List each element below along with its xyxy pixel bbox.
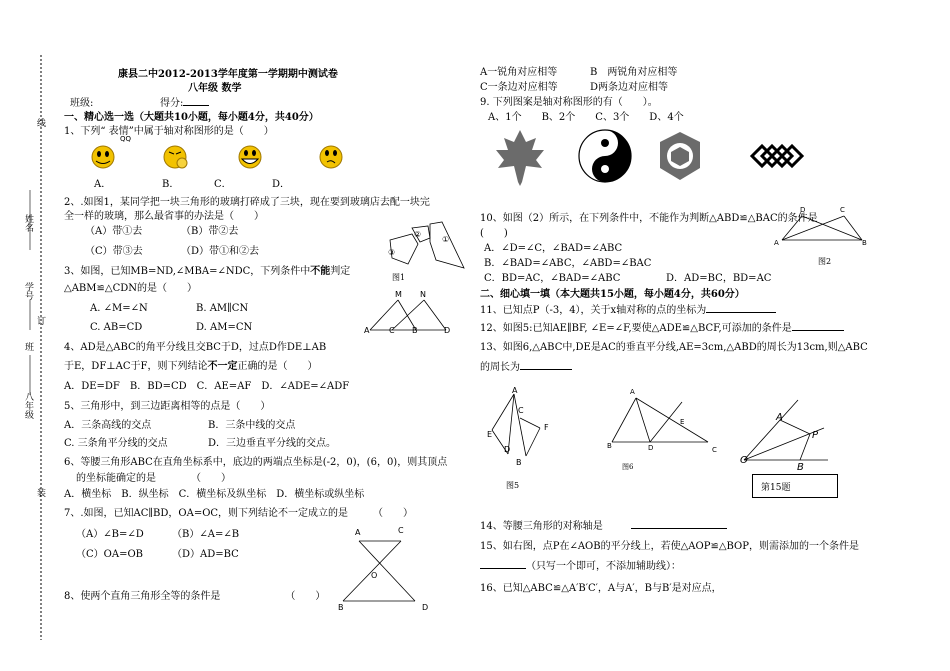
q7-opt-d: （D）AD=BC — [172, 549, 239, 560]
q15-line2: （只写一个即可，不添加辅助线）： — [480, 560, 681, 573]
binding-xuehao: 学号 — [23, 282, 33, 300]
section-1-header: 一、精心选一选（大题共10小题，每小题4分，共40分） — [64, 112, 319, 123]
q11-text: 11、已知点P（-3，4），关于x轴对称的点的坐标为 — [480, 304, 776, 317]
binding-name: 姓名 — [23, 214, 33, 232]
q7-line1: 7、.如图，已知AC∥BD，OA=OC，则下列结论不一定成立的是 （ ） — [64, 508, 414, 519]
fig5-label-a: A — [512, 386, 518, 395]
fig5-label-c: C — [518, 406, 524, 415]
fig1-piece-1: ① — [442, 235, 450, 244]
q2-opt-d: （D）带①和②去 — [181, 246, 260, 257]
q5-opt-d: D．三边垂直平分线的交点。 — [208, 438, 337, 449]
q7-label-d: D — [422, 603, 429, 612]
q5-opt-b: B．三条中线的交点 — [208, 420, 296, 431]
q7-opt-b: （B）∠A=∠B — [172, 529, 240, 540]
q2-opt-a: （A）带①去 — [85, 226, 143, 237]
q8-text: 8、使两个直角三角形全等的条件是 （ ） — [64, 591, 326, 602]
q6-options: A．横坐标 B．纵坐标 C．横坐标及纵坐标 D．横坐标或纵坐标 — [64, 489, 365, 500]
fig2-label-c: C — [840, 206, 845, 214]
q1-opt-b: B． — [162, 179, 180, 190]
q1-opt-d: D． — [272, 179, 291, 190]
q10-opt-a: A．∠D=∠C，∠BAD=∠ABC — [484, 243, 623, 254]
knot-icon — [752, 146, 802, 166]
fig6-label-b: B — [607, 442, 612, 450]
fig1-piece-2: ② — [414, 230, 422, 239]
smiley-icon — [92, 146, 114, 168]
hexagon-icon — [660, 132, 700, 180]
page-subtitle: 八年级 数学 — [188, 83, 242, 94]
q10-line1: 10、如图（2）所示，在下列条件中，不能作为判断△ABD≌△BAC的条件是 — [480, 213, 818, 224]
q13-line1: 13、如图6,△ABC中,DE是AC的垂直平分线,AE=3cm,△ABD的周长为13cm,则△ABC — [480, 342, 868, 353]
binding-ban: 班 — [23, 342, 33, 351]
q8-opt-c: C一条边对应相等 — [480, 82, 558, 93]
q16-text: 16、已知△ABC≌△A′B′C′，A与A′，B与B′是对应点， — [480, 583, 722, 594]
fig2-caption: 图2 — [818, 257, 832, 266]
q7-opt-a: （A）∠B=∠D — [76, 529, 144, 540]
fig5-figure — [484, 390, 544, 460]
fig2-label-d: D — [800, 206, 806, 214]
section-2-header: 二、细心填一填（本大题共15小题，每小题4分，共60分） — [480, 289, 745, 300]
binding-grade: 八年级 — [23, 392, 33, 419]
q3-label-n: N — [420, 290, 426, 299]
fig6-label-a: A — [630, 388, 635, 396]
q3-opt-a: A. ∠M=∠N — [90, 303, 148, 314]
q7-label-a: A — [355, 528, 361, 537]
fig1-piece-3: ③ — [388, 248, 396, 257]
q9-line1: 9. 下列图案是轴对称图形的有（ ）。 — [480, 97, 658, 108]
fig6-label-e: E — [680, 418, 685, 426]
fig2-label-a: A — [774, 239, 779, 247]
q8-opt-d: D两条边对应相等 — [590, 82, 669, 93]
q1-opt-a: A． — [94, 179, 112, 190]
binding-zhuang: 装 — [35, 488, 45, 497]
smiley-icon — [164, 146, 187, 168]
q4-line2: 于E，DF⊥AC于F，则下列结论不一定正确的是（ ） — [64, 361, 318, 372]
q10-opt-b: B．∠BAD=∠ABC，∠ABD=∠BAC — [484, 258, 652, 269]
q3-opt-c: C. AB=CD — [90, 322, 143, 333]
q3-line1: 3、如图，已知MB=ND,∠MBA=∠NDC，下列条件中不能判定 — [64, 266, 351, 277]
fig15-label-b: B — [797, 462, 804, 473]
q1-text: 1、下列“ 表情”中属于轴对称图形的是（ ） — [64, 126, 274, 137]
binding-xian: 线 — [35, 118, 45, 127]
q7-label-b: B — [338, 603, 344, 612]
q7-label-c: C — [398, 526, 404, 535]
smiley-icon — [239, 146, 261, 168]
fig6-label-c: C — [712, 446, 717, 454]
class-label: 班级: — [70, 98, 94, 109]
q7-label-o: O — [371, 571, 378, 580]
fig6-figure — [608, 392, 718, 452]
q8-opt-b: B 两锐角对应相等 — [590, 67, 678, 78]
q7-figure — [335, 525, 425, 605]
fig5-caption: 图5 — [506, 481, 520, 490]
q2-opt-b: （B）带②去 — [181, 226, 239, 237]
fig5-label-d: D — [504, 445, 511, 454]
fig15-figure — [740, 400, 840, 460]
fig6-caption: 图6 — [622, 463, 634, 471]
q2-line2: 全一样的玻璃，那么最省事的办法是（ ） — [64, 211, 264, 222]
q10-opt-c: C．BD=AC，∠BAD=∠ABC — [484, 273, 621, 284]
smiley-icon — [320, 146, 342, 168]
q3-label-a: A — [364, 326, 370, 335]
qq-label: QQ — [120, 135, 132, 143]
q1-opt-c: C． — [214, 179, 232, 190]
fig15-label-o: O — [740, 455, 748, 466]
q13-line2: 的周长为 — [480, 361, 572, 374]
q6-line1: 6、等腰三角形ABC在直角坐标系中，底边的两端点坐标是(-2，0)，(6，0)，则其顶点 — [64, 457, 448, 468]
q5-line1: 5、三角形中，到三边距离相等的点是（ ） — [64, 401, 271, 412]
q3-label-b: B — [412, 326, 418, 335]
fig15-label-a: A — [776, 412, 783, 423]
page-title: 康县二中2012-2013学年度第一学期期中测试卷 — [118, 69, 338, 80]
fig6-label-d: D — [648, 444, 654, 452]
q3-line2: △ABM≌△CDN的是（ ） — [64, 283, 197, 294]
leaf-icon — [496, 130, 544, 186]
q2-opt-c: （C）带③去 — [85, 246, 143, 257]
q14-text: 14、等腰三角形的对称轴是 — [480, 520, 727, 533]
fig15-caption-box — [752, 474, 838, 498]
q3-label-d: D — [444, 326, 451, 335]
fig5-label-f: F — [544, 423, 549, 432]
fig5-label-b: B — [516, 458, 522, 467]
q8-opt-a: A一锐角对应相等 — [480, 67, 558, 78]
q1-faces — [85, 143, 385, 183]
q10-line2: ( ) — [480, 228, 508, 239]
q5-opt-c: C. 三条角平分线的交点 — [64, 438, 168, 449]
fig5-label-e: E — [487, 430, 493, 439]
q3-figure — [366, 292, 456, 337]
q9-options: A、1个 B、2个 C、3个 D、4个 — [488, 112, 684, 123]
q3-opt-b: B. AM∥CN — [196, 303, 249, 314]
q3-label-m: M — [395, 290, 402, 299]
q9-patterns — [490, 128, 820, 188]
q12-text: 12、如图5:已知AE∥BF, ∠E=∠F,要使△ADE≌△BCF,可添加的条件是 — [480, 322, 844, 335]
q4-line1: 4、AD是△ABC的角平分线且交BC于D，过点D作DE⊥AB — [64, 342, 327, 353]
binding-ding: 订 — [35, 316, 45, 325]
q3-opt-d: D. AM=CN — [196, 322, 253, 333]
q4-options: A．DE=DF B．BD=CD C．AE=AF D．∠ADE=∠ADF — [64, 381, 350, 392]
q7-opt-c: （C）OA=OB — [76, 549, 143, 560]
q3-label-c: C — [389, 326, 395, 335]
score-label: 得分: — [160, 97, 209, 110]
q10-opt-d: D．AD=BC，BD=AC — [666, 273, 772, 284]
fig1-glass — [372, 220, 472, 270]
q6-line2: 的坐标能确定的是 （ ） — [76, 473, 231, 484]
yin-yang-icon — [579, 130, 631, 182]
q15-line1: 15、如右图，点P在∠AOB的平分线上，若使△AOP≌△BOP，则需添加的一个条件是 — [480, 541, 859, 552]
q2-line1: 2、.如图1，某同学把一块三角形的玻璃打碎成了三块，现在要到玻璃店去配一块完 — [64, 197, 430, 208]
fig15-label-p: P — [812, 430, 819, 441]
fig1-caption: 图1 — [392, 273, 406, 282]
fig15-caption: 第15题 — [761, 483, 791, 493]
q5-opt-a: A．三条高线的交点 — [64, 420, 152, 431]
fig2-label-b: B — [862, 239, 867, 247]
